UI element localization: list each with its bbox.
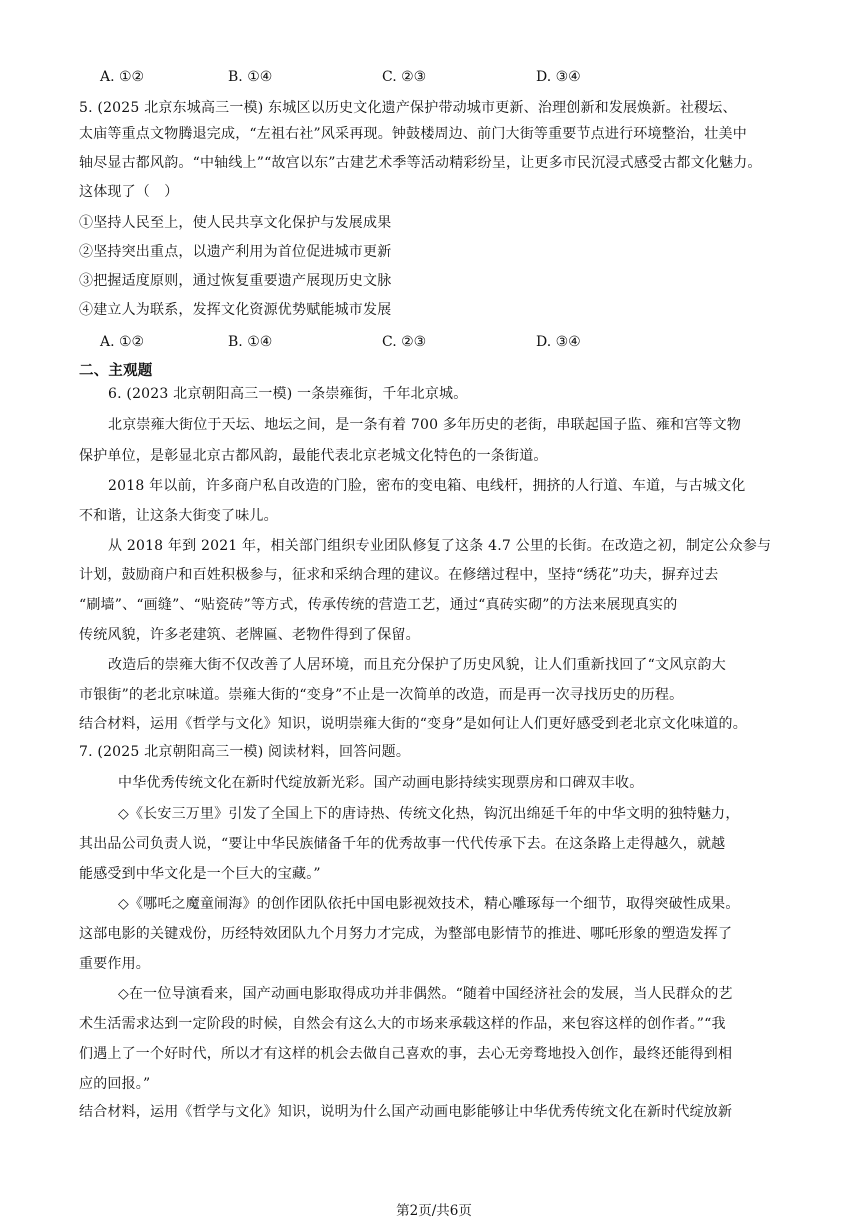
q7-material-line-1: 中华优秀传统文化在新时代绽放新光彩。国产动画电影持续实现票房和口碑双丰收。 (118, 775, 644, 791)
page-number: 第2页/共6页 (396, 1203, 472, 1219)
q5-stem-line-2: 太庙等重点文物腾退完成，“左祖右社”风采再现。钟鼓楼周边、前门大街等重要节点进行环境整治，壮美中 (79, 126, 747, 142)
q4-option-d[interactable]: D. ③④ (536, 69, 581, 85)
q5-option-a[interactable]: A. ①② (100, 334, 145, 350)
q7-question: 结合材料，运用《哲学与文化》知识，说明为什么国产动画电影能够让中华优秀传统文化在新时代绽放新 (79, 1104, 733, 1120)
q6-question: 结合材料，运用《哲学与文化》知识，说明崇雍大街的“变身”是如何让人们更好感受到老北京文化味道的。 (79, 716, 747, 732)
q6-para-line-8: 传统风貌，许多老建筑、老牌匾、老物件得到了保留。 (79, 627, 420, 643)
section-title: 二、主观题 (79, 362, 153, 379)
q5-stem-line-4: 这体现了（ ） (79, 184, 179, 200)
q7-header: 7. (2025 北京朝阳高三一模) 阅读材料，回答问题。 (79, 744, 411, 760)
q4-options (100, 67, 700, 87)
q6-para-line-5: 从 2018 年到 2021 年，相关部门组织专业团队修复了这条 4.7 公里的长街。在改造之初，制定公众参与 (108, 538, 772, 554)
q5-options (100, 332, 700, 352)
q5-item-4: ④建立人为联系，发挥文化资源优势赋能城市发展 (79, 302, 392, 318)
q5-option-b[interactable]: B. ①④ (228, 334, 273, 350)
q7-material-line-5: ◇《哪吒之魔童闹海》的创作团队依托中国电影视效技术，精心雕琢每一个细节，取得突破性成果。 (118, 896, 740, 912)
q7-material-line-4: 能感受到中华文化是一个巨大的宝藏。” (79, 866, 321, 882)
q5-item-2: ②坚持突出重点，以遗产利用为首位促进城市更新 (79, 244, 392, 260)
q5-option-c[interactable]: C. ②③ (382, 334, 427, 350)
q7-material-line-9: 术生活需求达到一定阶段的时候，自然会有这么大的市场来承载这样的作品，来包容这样的创作者。”“我 (79, 1016, 726, 1032)
q6-para-line-2: 保护单位，是彰显北京古都风韵，最能代表北京老城文化特色的一条街道。 (79, 448, 548, 464)
q7-material-line-6: 这部电影的关键戏份，历经特效团队九个月努力才完成，为整部电影情节的推进、哪吒形象的塑造发挥了 (79, 926, 733, 942)
q6-para-line-1: 北京崇雍大街位于天坛、地坛之间，是一条有着 700 多年历史的老街，串联起国子监、雍和宫等文物 (108, 417, 742, 433)
q6-para-line-10: 市银街”的老北京味道。崇雍大街的“变身”不止是一次简单的改造，而是再一次寻找历史的历程。 (79, 687, 684, 703)
q7-material-line-11: 应的回报。” (79, 1076, 151, 1092)
q4-option-b[interactable]: B. ①④ (228, 69, 273, 85)
q7-material-line-7: 重要作用。 (79, 956, 150, 972)
q5-option-d[interactable]: D. ③④ (536, 334, 581, 350)
q6-para-line-7: “刷墙”、“画缝”、“贴瓷砖”等方式，传承传统的营造工艺，通过“真砖实砌”的方法来展现真实的 (79, 597, 678, 613)
q6-para-line-3: 2018 年以前，许多商户私自改造的门脸，密布的变电箱、电线杆，拥挤的人行道、车道，与古城文化 (108, 478, 746, 494)
q6-header: 6. (2023 北京朝阳高三一模) 一条崇雍街，千年北京城。 (108, 386, 468, 402)
q5-item-3: ③把握适度原则，通过恢复重要遗产展现历史文脉 (79, 273, 392, 289)
q5-item-1: ①坚持人民至上，使人民共享文化保护与发展成果 (79, 215, 392, 231)
q5-stem-line-3: 轴尽显古都风韵。“中轴线上”“故宫以东”古建艺术季等活动精彩纷呈，让更多市民沉浸式感受古都文化魅力。 (79, 155, 762, 171)
q7-material-line-3: 其出品公司负责人说，“要让中华民族储备千年的优秀故事一代代传承下去。在这条路上走得越久，就越 (79, 836, 726, 852)
q5-stem-line-1: 5. (2025 北京东城高三一模) 东城区以历史文化遗产保护带动城市更新、治理创新和发展焕新。社稷坛、 (79, 100, 737, 116)
q6-para-line-4: 不和谐，让这条大街变了味儿。 (79, 508, 278, 524)
q6-para-line-9: 改造后的崇雍大街不仅改善了人居环境，而且充分保护了历史风貌，让人们重新找回了“文风京韵大 (108, 657, 726, 673)
q6-para-line-6: 计划，鼓励商户和百姓积极参与，征求和采纳合理的建议。在修缮过程中，坚持“绣花”功夫，摒弃过去 (79, 567, 719, 583)
q7-material-line-10: 们遇上了一个好时代，所以才有这样的机会去做自己喜欢的事，去心无旁骛地投入创作，最终还能得到相 (79, 1046, 733, 1062)
q4-option-a[interactable]: A. ①② (100, 69, 145, 85)
q7-material-line-8: ◇在一位导演看来，国产动画电影取得成功并非偶然。“随着中国经济社会的发展，当人民群众的艺 (118, 986, 733, 1002)
q4-option-c[interactable]: C. ②③ (382, 69, 427, 85)
q7-material-line-2: ◇《长安三万里》引发了全国上下的唐诗热、传统文化热，钩沉出绵延千年的中华文明的独特魅力， (118, 806, 740, 822)
